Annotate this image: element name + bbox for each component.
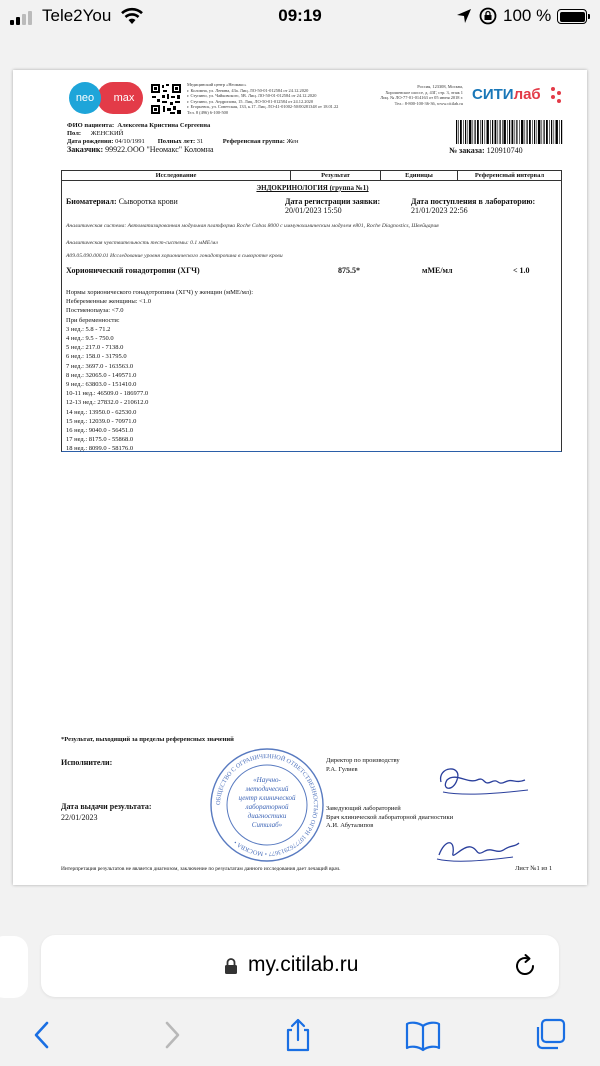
battery-icon xyxy=(557,9,587,24)
out-of-range-note: *Результат, выходящий за пределы референсных значений xyxy=(61,736,234,743)
location-arrow-icon xyxy=(456,8,472,24)
director-signature xyxy=(433,762,533,802)
dob-value: 04/10/1991 xyxy=(115,138,145,145)
clinic-info-line: г. Коломна, ул. Ленина, 43а. Лиц. ЛО-50-01-012584 от 24.12.2020 xyxy=(187,87,309,93)
norm-line: 8 нед.: 32065.0 - 149571.0 xyxy=(66,371,137,379)
citilab-logo-part2: лаб xyxy=(513,86,541,103)
lab-head-block xyxy=(326,805,453,831)
result-value: 875.5* xyxy=(338,266,360,275)
share-icon[interactable] xyxy=(282,1018,314,1052)
order-number-row xyxy=(449,146,523,155)
norm-line: 5 нед.: 217.0 - 7138.0 xyxy=(66,344,124,352)
biomaterial-value: Сыворотка крови xyxy=(118,197,178,206)
lab-address-line: Хорошевское шоссе, д. 43Г, стр. 3, этаж 1 xyxy=(385,89,463,95)
reload-icon[interactable] xyxy=(512,953,538,979)
patient-sex-row xyxy=(67,130,123,138)
clinic-info-line: г. Ступино, ул. Андропова, 15. Лиц. ЛО-50-01-012584 от 24.12.2020 xyxy=(187,98,314,104)
order-barcode xyxy=(456,120,564,144)
url-text[interactable]: my.citilab.ru xyxy=(248,953,359,976)
lab-arrival-value: 21/01/2023 22:56 xyxy=(411,206,468,215)
citilab-logo-part1: СИТИ xyxy=(472,86,514,103)
previous-tab-preview[interactable] xyxy=(0,936,28,998)
order-number: 120910740 xyxy=(486,146,523,155)
patient-sex: ЖЕНСКИЙ xyxy=(90,130,124,137)
seal-ring-text: ОБЩЕСТВО С ОГРАНИЧЕННОЙ ОТВЕТСТВЕННОСТЬЮ ОГРН 1077762913677 • МОСКВА • xyxy=(214,752,320,858)
lab-address-line: Россия, 123308, Москва, xyxy=(417,84,463,89)
qr-code xyxy=(150,83,182,115)
col-header-test: Исследование xyxy=(62,171,291,181)
registration-date xyxy=(285,197,380,215)
seal-center-line: Ситилаб» xyxy=(251,821,283,829)
seal-center-line: диагностики xyxy=(247,812,287,820)
section-title: ЭНДОКРИНОЛОГИЯ (группа №1) xyxy=(256,184,369,192)
result-units: мМЕ/мл xyxy=(422,266,453,275)
lab-head-signature xyxy=(433,833,523,865)
issue-date-value: 22/01/2023 xyxy=(61,813,98,822)
neomax-logo xyxy=(69,82,143,114)
disclaimer: Интерпретация результатов не является диагнозом, заключение по результатам данного исследования дает лечащий врач. xyxy=(61,866,341,872)
orientation-lock-icon xyxy=(478,7,498,25)
ref-group-label: Референсная группа: xyxy=(222,138,285,145)
norm-line: 3 нед.: 5.8 - 71.2 xyxy=(66,325,111,333)
norm-line: 4 нед.: 9.5 - 750.0 xyxy=(66,335,114,343)
director-block xyxy=(326,757,400,774)
director-name: Р.А. Гулиев xyxy=(326,765,358,773)
norm-line: 15 нед.: 12039.0 - 70971.0 xyxy=(66,417,137,425)
clinic-info-line: Тел. 8 (496) 6-100-500 xyxy=(187,109,229,115)
norm-line: 16 нед.: 9040.0 - 56451.0 xyxy=(66,427,134,435)
norm-line: 7 нед.: 3697.0 - 163563.0 xyxy=(66,362,134,370)
clinic-info-line: г. Ступино, ул. Чайковского, 5В. Лиц. ЛО-50-01-012584 от 24.12.2020 xyxy=(187,93,317,99)
lock-icon xyxy=(224,957,238,975)
address-bar[interactable] xyxy=(41,935,559,997)
back-arrow-icon[interactable] xyxy=(30,1018,54,1052)
results-table-body xyxy=(61,180,562,452)
patient-name-row xyxy=(67,122,210,130)
clinic-info-line: Медицинский центр «Неомакс» xyxy=(187,82,247,87)
citilab-logo-dots-icon xyxy=(549,84,563,108)
age-value: 31 xyxy=(196,138,204,145)
lab-head-name: А.И. Абуталипов xyxy=(326,822,374,829)
analytic-system: Аналитическая система: Автоматизированная модульная платформа Roche Cobas 8000 с иммунохимическим модулем e801, Roche Diagnostics, Швейцария xyxy=(66,223,439,229)
sheet-number: Лист №1 из 1 xyxy=(515,865,553,872)
col-header-result: Результат xyxy=(291,171,381,181)
seal-center-line: методический xyxy=(245,785,289,793)
bookmarks-icon[interactable] xyxy=(404,1018,442,1052)
clinic-info-line: г. Егорьевск, ул. Советская, 133, к.17. Лиц. ЛО-41-01002-50/00281348 от 18.01.22 xyxy=(187,104,339,110)
registration-date-label: Дата регистрации заявки: xyxy=(285,197,381,206)
lab-address-line: Лиц. № ЛО-77-01-014163 от 05 июня 2018 г. xyxy=(380,95,463,101)
patient-name: Алексеева Кристина Сергеевна xyxy=(117,122,211,129)
col-header-units: Единицы xyxy=(381,171,458,181)
carrier-name: Tele2You xyxy=(42,6,112,25)
clinic-info xyxy=(187,82,367,116)
seal-center-line: лабораторной xyxy=(245,803,289,811)
norm-line: 6 нед.: 158.0 - 31795.0 xyxy=(66,353,127,361)
director-title: Директор по производству xyxy=(326,757,400,764)
reference-interval: < 1.0 xyxy=(513,266,530,275)
norm-line: 18 нед.: 8099.0 - 58176.0 xyxy=(66,445,134,453)
tabs-icon[interactable] xyxy=(532,1018,568,1052)
age-label: Полных лет: xyxy=(157,138,196,145)
lab-result-document xyxy=(13,70,587,885)
col-header-reference: Референсный интервал xyxy=(458,171,562,181)
lab-address-line: Тел.: 8-800-100-36-36, www.citilab.ru xyxy=(394,100,463,106)
battery-percentage: 100 % xyxy=(503,6,552,25)
customer-row xyxy=(67,146,214,154)
status-bar xyxy=(0,0,600,34)
lab-arrival-date xyxy=(411,197,535,215)
seal-center-line: «Научно- xyxy=(253,776,281,784)
performers-label: Исполнители: xyxy=(61,758,113,767)
neomax-logo-max: max xyxy=(97,82,143,114)
patient-name-label: ФИО пациента: xyxy=(67,122,115,129)
order-number-label: № заказа: xyxy=(449,146,485,155)
norm-line: Нормы хорионического гонадотропина (ХГЧ) у женщин (мМЕ/мл): xyxy=(66,289,254,296)
seal-center-line: центр клинической xyxy=(238,794,296,802)
norm-line: При беременности: xyxy=(66,316,120,324)
test-code-line: A09.05.090.000.01 Исследование уровня хорионического гонадотропина в сыворотке крови xyxy=(66,253,283,259)
biomaterial-label: Биоматериал: xyxy=(66,197,117,206)
lab-head-position: Врач клинической лабораторной диагностики xyxy=(326,813,454,821)
norm-line: 17 нед.: 8175.0 - 55868.0 xyxy=(66,436,134,444)
analyte-name: Хорионический гонадотропин (ХГЧ) xyxy=(66,266,200,275)
customer-label: Заказчик: xyxy=(67,145,104,154)
norm-line: 9 нед.: 63803.0 - 151410.0 xyxy=(66,381,137,389)
patient-sex-label: Пол: xyxy=(67,130,82,137)
issue-date-label: Дата выдачи результата: xyxy=(61,802,152,811)
ref-group-value: Жен xyxy=(286,138,299,145)
forward-arrow-icon[interactable] xyxy=(160,1018,184,1052)
registration-date-value: 20/01/2023 15:50 xyxy=(285,206,342,215)
neomax-logo-neo: neo xyxy=(69,82,101,114)
hcg-norms-list xyxy=(66,288,253,454)
issue-date-block xyxy=(61,801,152,823)
analytic-sensitivity: Аналитическая чувствительность тест-системы: 0.1 мМЕ/мл xyxy=(66,240,218,246)
biomaterial xyxy=(66,197,178,206)
lab-head-title: Заведующий лабораторией xyxy=(326,805,401,812)
clock: 09:19 xyxy=(278,6,322,25)
customer-value: 99922.ООО "Неомакс" Коломна xyxy=(105,145,214,154)
norm-line: Небеременные женщины: <1.0 xyxy=(66,298,151,306)
lab-arrival-label: Дата поступления в лабораторию: xyxy=(411,197,536,206)
lab-address xyxy=(373,84,463,106)
norm-line: 10-11 нед.: 46509.0 - 186977.0 xyxy=(66,390,149,398)
lab-stamp-seal xyxy=(208,746,326,864)
norm-line: Постменопауза: <7.0 xyxy=(66,307,124,315)
dob-label: Дата рождения: xyxy=(67,138,114,145)
norm-line: 14 нед.: 13950.0 - 62530.0 xyxy=(66,408,137,416)
norm-line: 12-13 нед.: 27832.0 - 210612.0 xyxy=(66,399,149,407)
browser-toolbar xyxy=(0,918,600,1066)
